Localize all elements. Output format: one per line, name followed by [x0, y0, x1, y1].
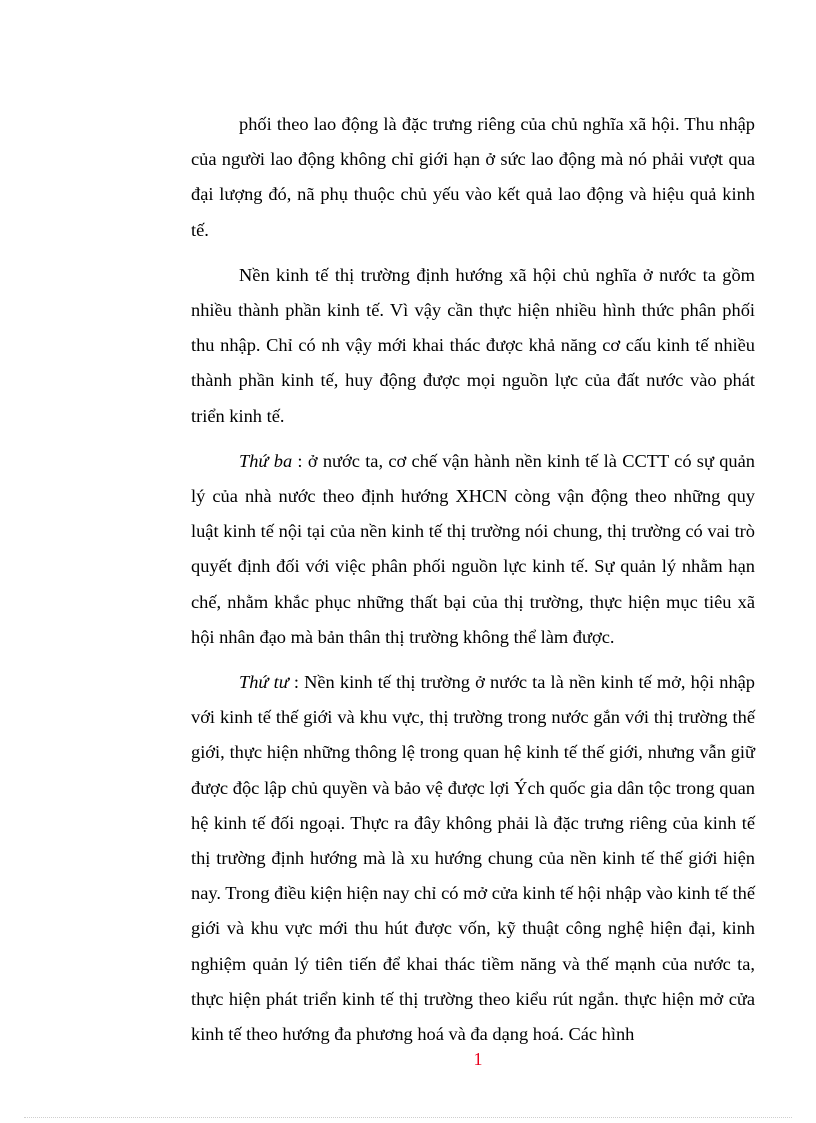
- page-number: [0, 1049, 816, 1070]
- paragraph-text: : Nền kinh tế thị trường ở nước ta là nền kinh tế mở, hội nhập với kinh tế thế giới và khu vực, thị trường trong nước gắn với thị trường thế giới, thực hiện những thông lệ trong quan hệ kinh tế thế giới, nhưng vẫn giữ được độc lập chủ quyền và bảo vệ được lợi Ých quốc gia dân tộc trong quan hệ kinh tế đối ngoại. Thực ra đây không phải là đặc trưng riêng của kinh tế thị trường định hướng mà là xu hướng chung của nền kinh tế thế giới hiện nay. Trong điều kiện hiện nay chỉ có mở cửa kinh tế hội nhập vào kinh tế thế giới và khu vực mới thu hút được vốn, kỹ thuật công nghệ hiện đại, kinh nghiệm quản lý tiên tiến để khai thác tiềm năng và thế mạnh của nước ta, thực hiện phát triển kinh tế thị trường theo kiểu rút ngắn. thực hiện mở cửa kinh tế theo hướng đa phương hoá và đa dạng hoá. Các hình: [191, 672, 755, 1045]
- paragraph-thu-tu: [191, 665, 755, 1052]
- page-number-text: 1: [473, 1049, 483, 1069]
- paragraph-thu-ba: [191, 444, 755, 655]
- page-bottom-divider: [24, 1117, 792, 1118]
- paragraph-text: : ở nước ta, cơ chế vận hành nền kinh tế là CCTT có sự quản lý của nhà nước theo định hướng XHCN còng vận động theo những quy luật kinh tế nội tại của nền kinh tế thị trường nói chung, thị trường có vai trò quyết định đối với việc phân phối nguồn lực kinh tế. Sự quản lý nhằm hạn chế, nhằm khắc phục những thất bại của thị trường, thực hiện mục tiêu xã hội nhân đạo mà bản thân thị trường không thể làm được.: [191, 450, 755, 647]
- paragraph-continuation: [191, 107, 755, 248]
- paragraph-text: phối theo lao động là đặc trưng riêng của chủ nghĩa xã hội. Thu nhập của người lao động không chỉ giới hạn ở sức lao động mà nó phải vượt qua đại lượng đó, nã phụ thuộc chủ yếu vào kết quả lao động và hiệu quả kinh tế.: [191, 114, 755, 240]
- text-body: [191, 107, 755, 1062]
- paragraph-text: Nền kinh tế thị trường định hướng xã hội chủ nghĩa ở nước ta gồm nhiều thành phần kinh tế. Vì vậy cần thực hiện nhiều hình thức phân phối thu nhập. Chỉ có nh vậy mới khai thác được khả năng cơ cấu kinh tế nhiều thành phần kinh tế, huy động được mọi nguồn lực của đất nước vào phát triển kinh tế.: [191, 264, 755, 426]
- paragraph-label: Thứ tư: [239, 672, 289, 693]
- paragraph-label: Thứ ba: [239, 450, 293, 471]
- paragraph-multi-sector: [191, 258, 755, 434]
